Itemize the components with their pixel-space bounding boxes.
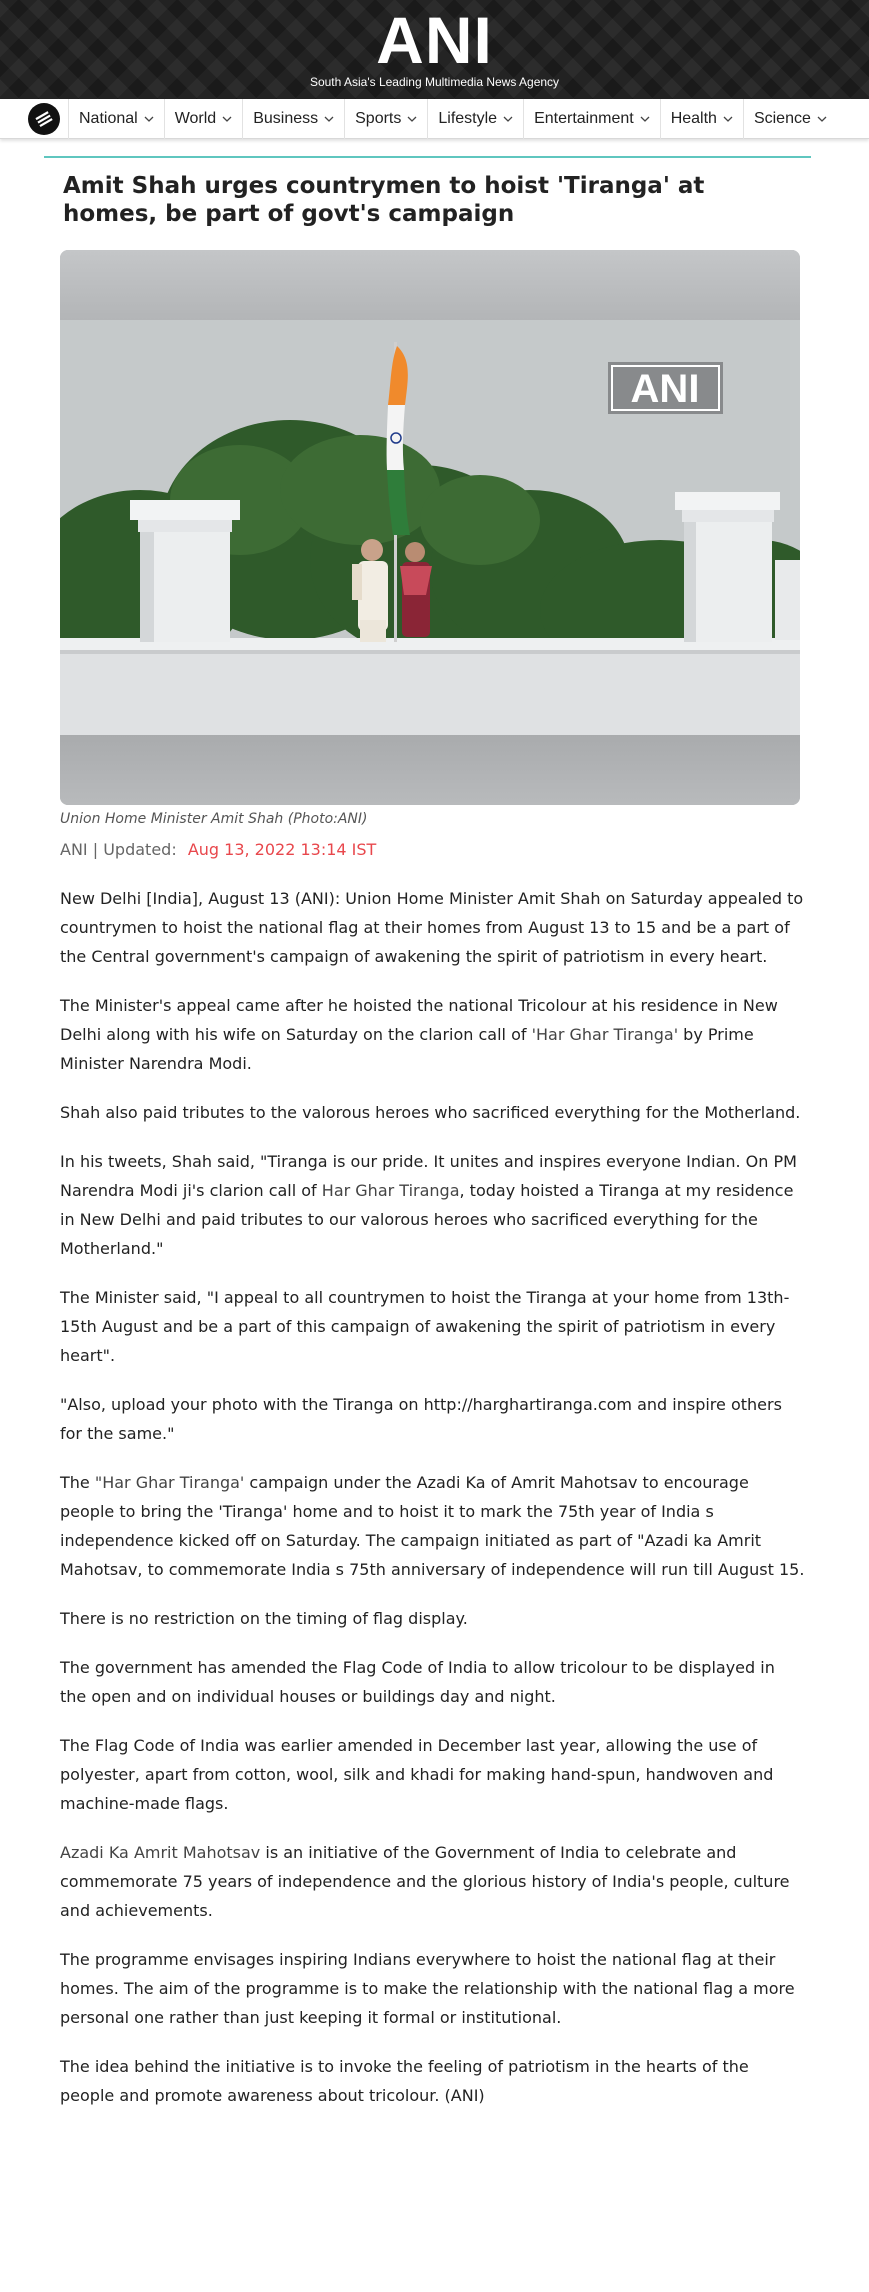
chevron-down-icon <box>503 115 513 123</box>
paragraph-text: In his tweets, Shah said, "Tiranga is our pride. It unites and inspires everyone Indian. On PM Narendra Modi ji's clarion call of <box>60 1152 797 1200</box>
article-headline: Amit Shah urges countrymen to hoist 'Tiranga' at homes, be part of govt's campaign <box>63 173 705 227</box>
paragraph: The idea behind the initiative is to invoke the feeling of patriotism in the hearts of the people and promote awareness about tricolour. (ANI) <box>60 2057 749 2105</box>
article-body <box>60 884 805 2130</box>
nav-item-label: Health <box>670 109 717 127</box>
chevron-down-icon <box>144 115 154 123</box>
paragraph-text: by Prime Minister Narendra Modi. <box>60 1025 754 1073</box>
byline-updated-label: Updated: <box>103 840 177 859</box>
chevron-down-icon <box>222 115 232 123</box>
ani-logo[interactable]: ANI <box>376 3 493 77</box>
nav-item-label: Lifestyle <box>438 109 498 127</box>
paragraph: There is no restriction on the timing of flag display. <box>60 1609 468 1628</box>
nav-item-national[interactable] <box>68 99 164 139</box>
paragraph-text: The <box>60 1473 95 1492</box>
photo-top-band <box>60 250 800 320</box>
nav-item-entertainment[interactable] <box>523 99 660 139</box>
byline-source: ANI <box>60 840 88 859</box>
nav-item-world[interactable] <box>164 99 243 139</box>
har-ghar-tiranga-link[interactable]: Har Ghar Tiranga <box>321 1181 460 1200</box>
paragraph: The programme envisages inspiring Indians everywhere to hoist the national flag at their homes. The aim of the programme is to make the relationship with the national flag a more personal one rather than just keeping it formal or institutional. <box>60 1950 795 2027</box>
paragraph-text: , today hoisted a Tiranga at my residence in New Delhi and paid tributes to our valorous heroes who sacrificed everything for the Motherland." <box>60 1181 794 1258</box>
nav-item-health[interactable] <box>660 99 743 139</box>
chevron-down-icon <box>407 115 417 123</box>
nav-item-business[interactable] <box>242 99 344 139</box>
accent-divider <box>44 156 811 158</box>
nav-item-sports[interactable] <box>344 99 427 139</box>
paragraph <box>60 1147 805 1263</box>
nav-item-label: Entertainment <box>534 109 634 127</box>
paragraph: Shah also paid tributes to the valorous heroes who sacrificed everything for the Motherland. <box>60 1103 801 1122</box>
paragraph <box>60 1838 805 1925</box>
byline-separator: | <box>92 840 99 859</box>
chevron-down-icon <box>817 115 827 123</box>
chevron-down-icon <box>640 115 650 123</box>
photo-caption: Union Home Minister Amit Shah (Photo:ANI) <box>60 811 368 827</box>
nav-item-label: Sports <box>355 109 402 127</box>
har-ghar-tiranga-link[interactable]: "Har Ghar Tiranga' <box>94 1473 245 1492</box>
ani-home-logo-icon[interactable] <box>28 103 60 135</box>
brand-tagline: South Asia's Leading Multimedia News Agency <box>309 75 560 89</box>
nav-item-lifestyle[interactable] <box>427 99 523 139</box>
article-byline <box>60 840 376 859</box>
watermark-text: ANI <box>630 367 700 411</box>
chevron-down-icon <box>324 115 334 123</box>
nav-item-label: World <box>174 109 217 127</box>
paragraph-text: is an initiative of the Government of India to celebrate and commemorate 75 years of independence and the glorious history of India's people, culture and achievements. <box>60 1843 790 1920</box>
left-pillar <box>130 500 240 642</box>
paragraph <box>60 1468 805 1584</box>
nav-item-label: Science <box>753 109 811 127</box>
paragraph-text: The Minister's appeal came after he hoisted the national Tricolour at his residence in New Delhi along with his wife on Saturday on the clarion call of <box>60 996 778 1044</box>
nav-item-science[interactable] <box>743 99 837 139</box>
byline-updated-date: Aug 13, 2022 13:14 IST <box>187 840 377 859</box>
azadi-ka-amrit-mahotsav-link[interactable]: Azadi Ka Amrit Mahotsav <box>60 1843 261 1862</box>
nav-item-label: Business <box>253 109 319 127</box>
nav-item-label: National <box>79 109 138 127</box>
main-navigation <box>0 99 869 139</box>
photo-scene <box>60 320 800 735</box>
paragraph-text: campaign under the Azadi Ka of Amrit Mahotsav to encourage people to bring the 'Tiranga' home and to hoist it to mark the 75th year of India s independence kicked off on Saturday. The campaign initiated as part of "Azadi ka Amrit Mahotsav, to commemorate India s 75th anniversary of independence will run till August 15. <box>60 1473 805 1579</box>
photo-bottom-band <box>60 735 800 805</box>
paragraph: New Delhi [India], August 13 (ANI): Union Home Minister Amit Shah on Saturday appealed to countrymen to hoist the national flag at their homes from August 13 to 15 and be a part of the Central government's campaign of awakening the spirit of patriotism in every heart. <box>60 889 804 966</box>
paragraph: The government has amended the Flag Code of India to allow tricolour to be displayed in the open and on individual houses or buildings day and night. <box>60 1658 775 1706</box>
paragraph: The Minister said, "I appeal to all countrymen to hoist the Tiranga at your home from 13th-15th August and be a part of this campaign of awakening the spirit of patriotism in every heart". <box>60 1288 790 1365</box>
har-ghar-tiranga-link[interactable]: 'Har Ghar Tiranga' <box>531 1025 679 1044</box>
masthead <box>0 0 869 99</box>
paragraph: The Flag Code of India was earlier amended in December last year, allowing the use of polyester, apart from cotton, wool, silk and khadi for making hand-spun, handwoven and machine-made flags. <box>60 1736 774 1813</box>
paragraph <box>60 991 805 1078</box>
paragraph: "Also, upload your photo with the Tiranga on http://harghartiranga.com and inspire others for the same." <box>60 1395 782 1443</box>
article-photo <box>60 250 800 805</box>
chevron-down-icon <box>723 115 733 123</box>
ani-watermark <box>608 362 723 414</box>
